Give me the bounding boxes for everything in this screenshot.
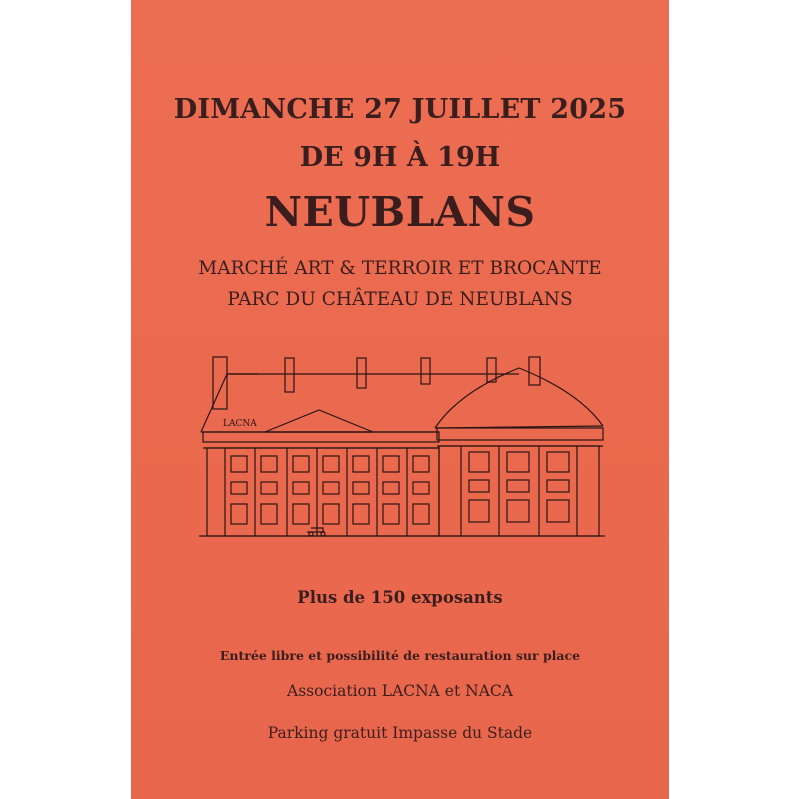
event-date: DIMANCHE 27 JUILLET 2025	[173, 94, 627, 125]
entry-info: Entrée libre et possibilité de restauration sur place	[219, 648, 581, 663]
exhibitor-count: Plus de 150 exposants	[297, 588, 503, 607]
event-town: NEUBLANS	[264, 188, 536, 236]
event-poster	[131, 0, 669, 799]
chateau-illustration	[199, 352, 609, 542]
event-hours: DE 9H À 19H	[299, 142, 501, 173]
organizer: Association LACNA et NACA	[287, 682, 513, 700]
parking-info: Parking gratuit Impasse du Stade	[267, 724, 533, 742]
event-description: MARCHÉ ART & TERROIR ET BROCANTE	[198, 258, 602, 279]
event-venue: PARC DU CHÂTEAU DE NEUBLANS	[227, 289, 573, 310]
svg-text:LACNA: LACNA	[223, 419, 257, 429]
